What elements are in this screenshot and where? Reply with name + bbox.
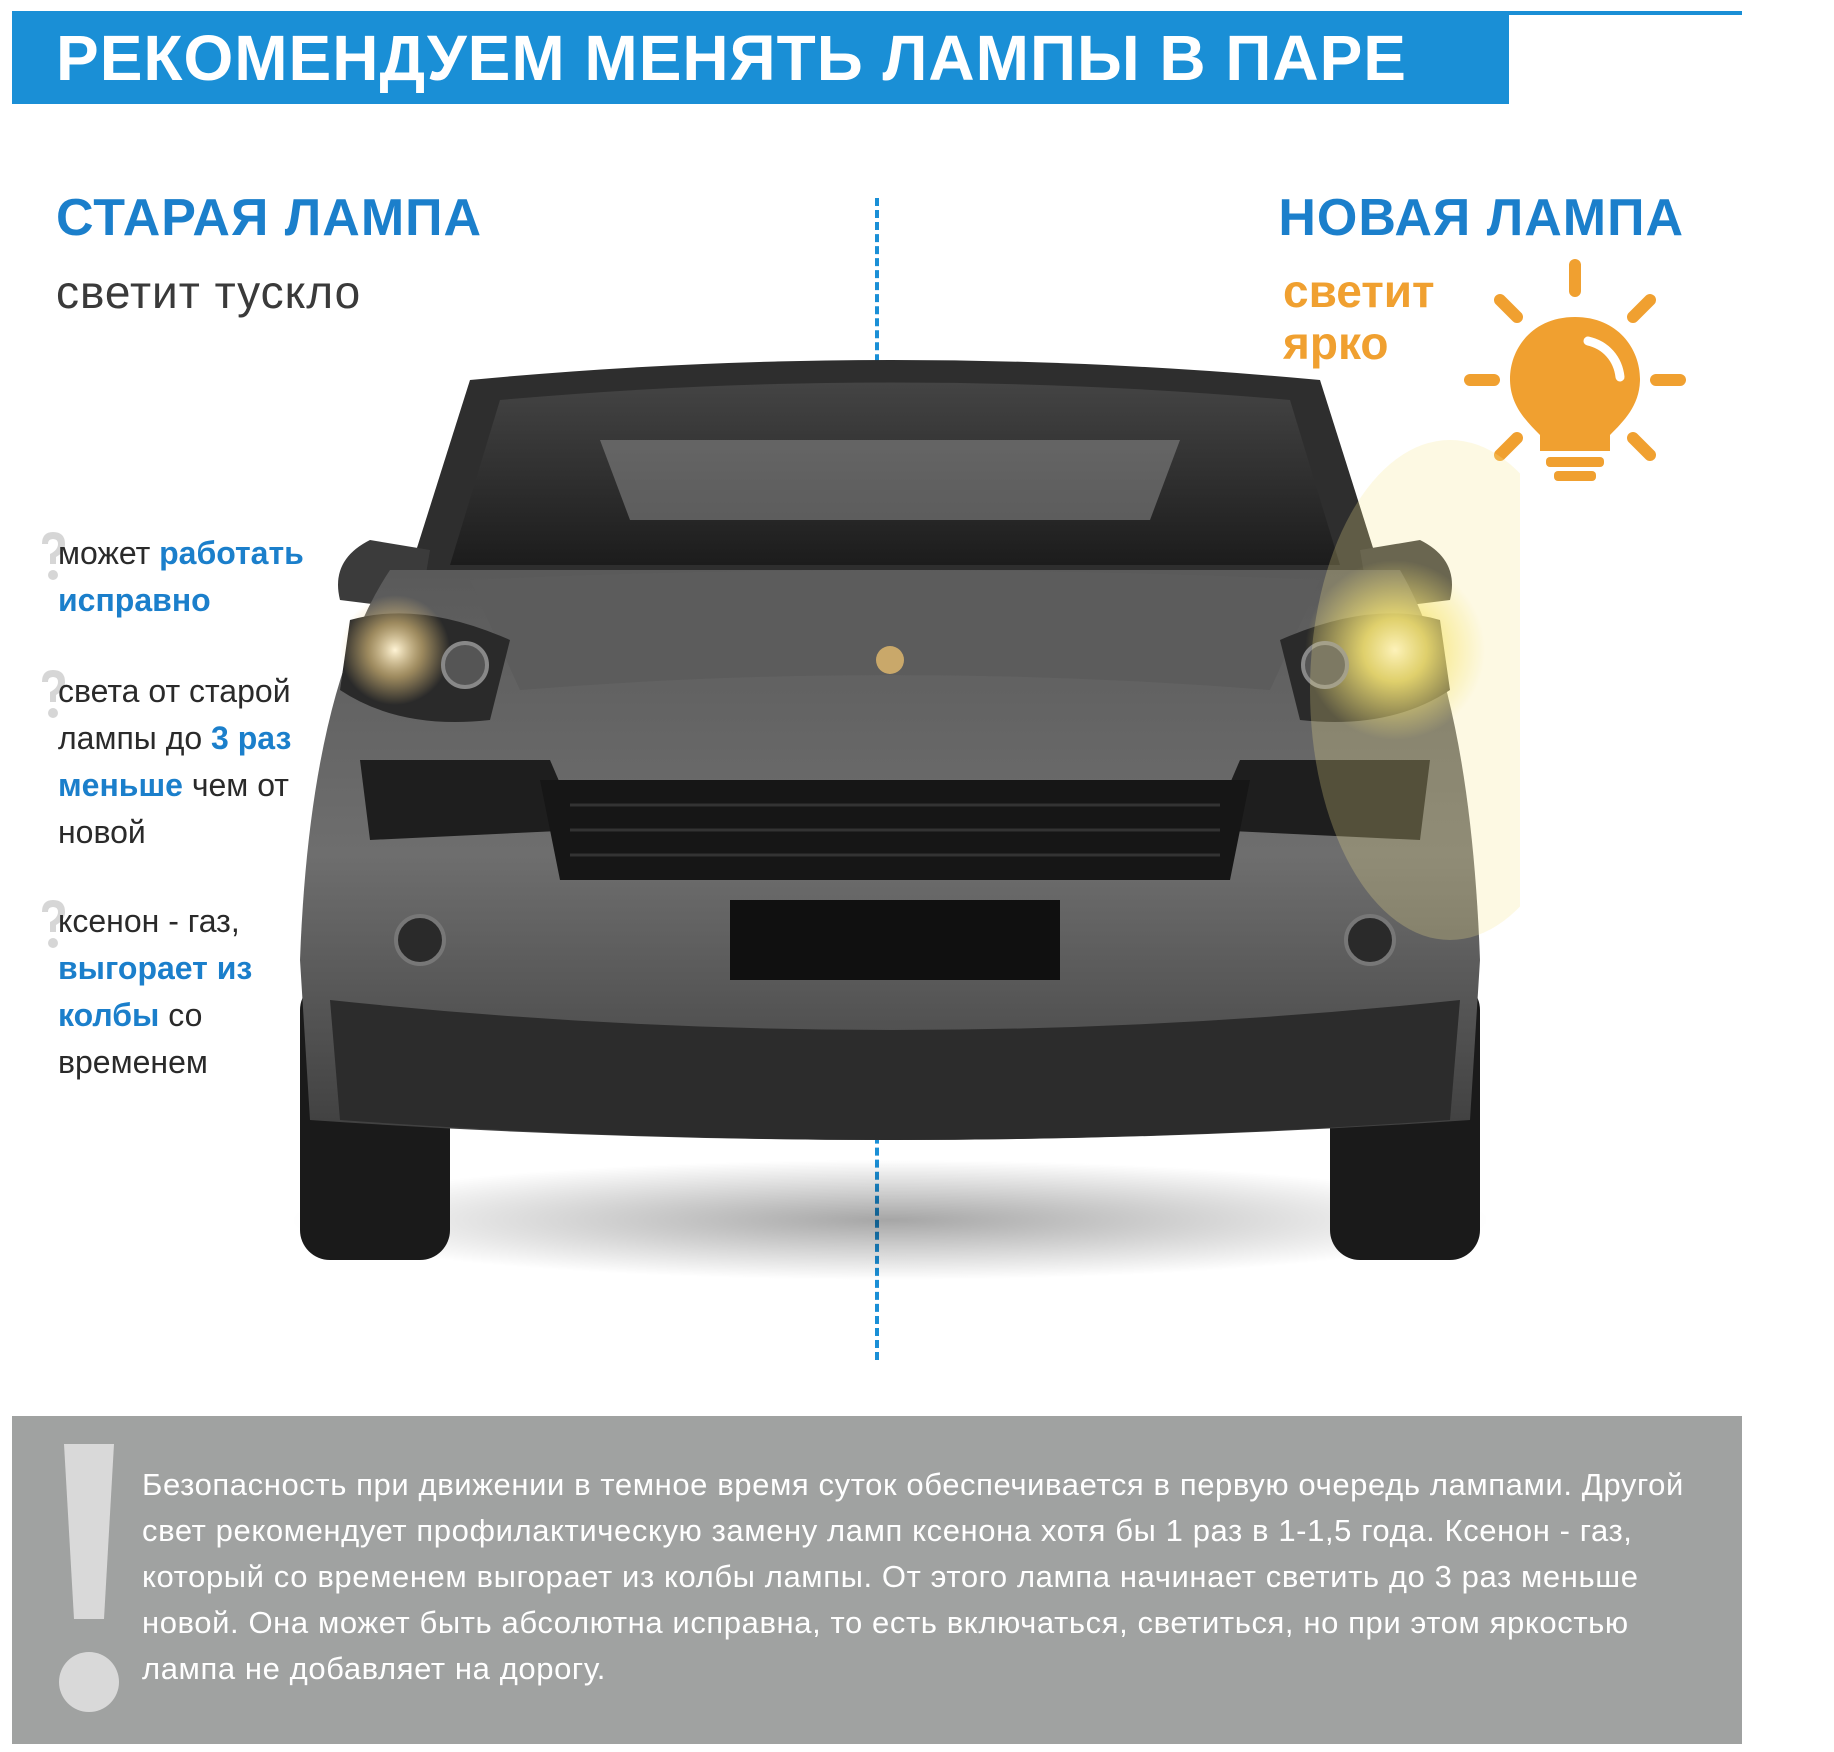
note-text: чем от новой [58, 767, 289, 850]
note-text: ксенон - газ, [58, 903, 240, 939]
note-xenon-burns-out [58, 898, 358, 1086]
header-title: РЕКОМЕНДУЕМ МЕНЯТЬ ЛАМПЫ В ПАРЕ [56, 22, 1407, 94]
note-text: со временем [58, 997, 208, 1080]
note-works-fine [58, 530, 358, 624]
new-lamp-title: НОВАЯ ЛАМПА [1278, 189, 1684, 247]
new-lamp-subtitle: светит ярко [1283, 265, 1435, 369]
old-lamp-subtitle: светит тускло [56, 266, 362, 318]
exclamation-icon [54, 1444, 124, 1714]
note-text: света от старой лампы до [58, 673, 291, 756]
note-highlight: выгорает из колбы [58, 950, 253, 1033]
note-highlight: работать исправно [58, 535, 304, 618]
note-highlight: 3 раз меньше [58, 720, 292, 803]
note-less-light [58, 668, 358, 856]
info-panel [12, 1416, 1742, 1744]
car-front-image [270, 360, 1520, 1280]
info-text: Безопасность при движении в темное время суток обеспечивается в первую очередь лампами. Другой свет рекомендует профилактическую замену ламп ксенона хотя бы 1 раз в 1-1,5 года. Ксенон - газ, который со временем выгорает из колбы лампы. От этого лампа начинает светить до 3 раз меньше новой. Она может быть абсолютна исправна, то есть включаться, светиться, но при этом яркостью лампа не добавляет на дорогу. [142, 1467, 1684, 1686]
note-text: может [58, 535, 160, 571]
old-lamp-title: СТАРАЯ ЛАМПА [56, 189, 483, 247]
